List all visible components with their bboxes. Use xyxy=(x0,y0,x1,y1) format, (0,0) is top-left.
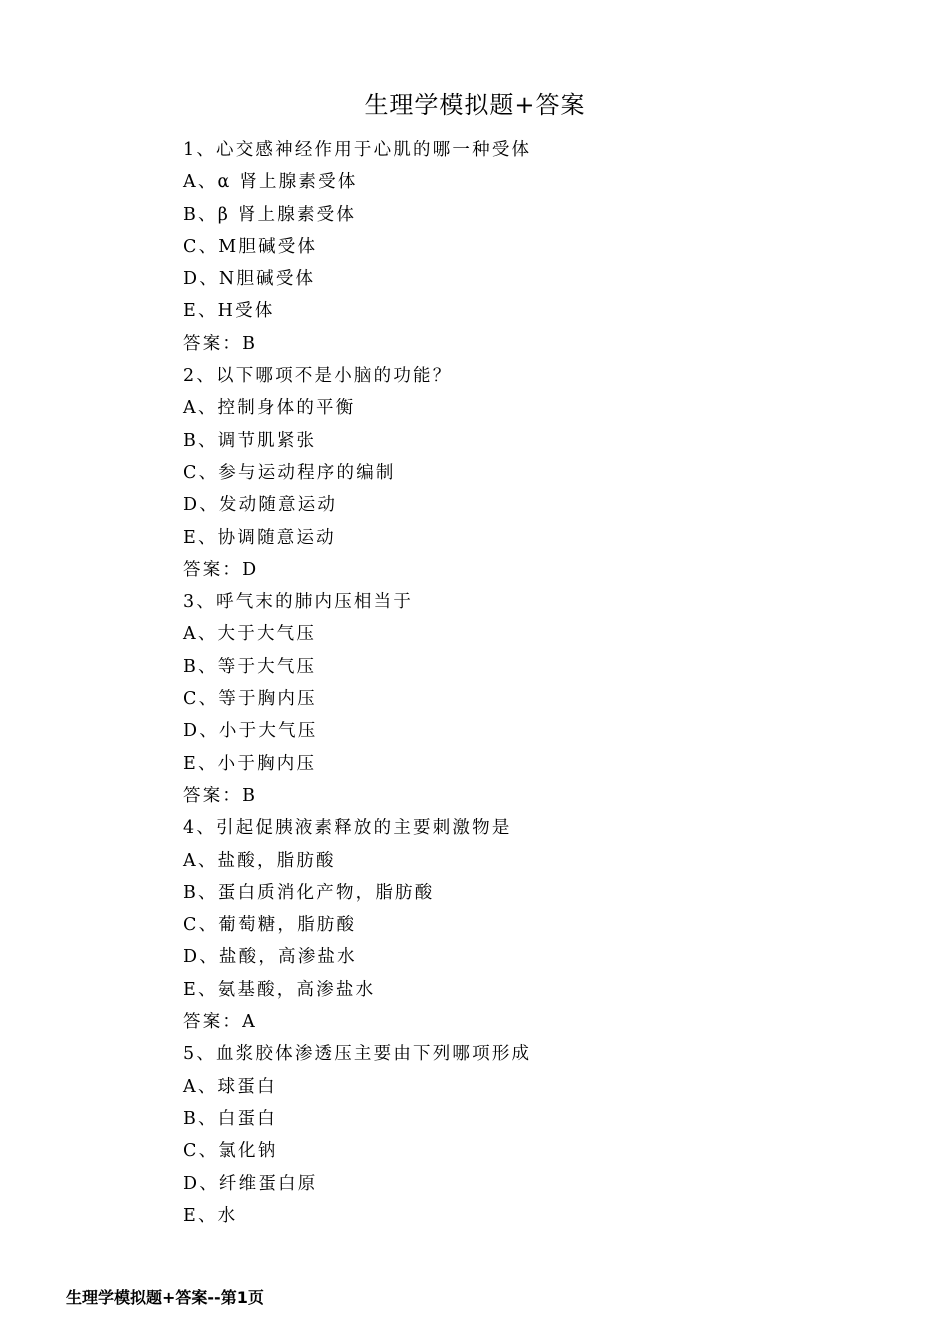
answer-line: 答案：D xyxy=(183,559,259,580)
question-text: 5、血浆胶体渗透压主要由下列哪项形成 xyxy=(183,1044,532,1065)
question-text: 1、心交感神经作用于心肌的哪一种受体 xyxy=(183,140,532,160)
option-e: E、H受体 xyxy=(183,301,275,322)
option-c: C、参与运动程序的编制 xyxy=(183,462,396,483)
answer-line: 答案：B xyxy=(183,785,258,806)
page-footer: 生理学模拟题+答案--第1页 xyxy=(66,1288,264,1307)
option-c: C、氯化钠 xyxy=(183,1141,278,1162)
option-a: A、球蛋白 xyxy=(183,1076,277,1097)
document-title: 生理学模拟题+答案 xyxy=(364,91,586,119)
option-e: E、氨基酸，高渗盐水 xyxy=(183,979,376,1000)
option-d: D、发动随意运动 xyxy=(183,495,338,516)
option-b: B、白蛋白 xyxy=(183,1108,277,1129)
option-d: D、N胆碱受体 xyxy=(183,269,316,290)
option-d: D、小于大气压 xyxy=(183,721,318,742)
option-e: E、协调随意运动 xyxy=(183,527,336,548)
option-d: D、纤维蛋白原 xyxy=(183,1173,318,1194)
option-b: B、等于大气压 xyxy=(183,656,317,677)
option-a: A、α 肾上腺素受体 xyxy=(183,172,358,193)
answer-line: 答案：A xyxy=(183,1012,257,1033)
question-text: 2、以下哪项不是小脑的功能？ xyxy=(183,366,453,387)
option-c: C、等于胸内压 xyxy=(183,689,317,710)
option-a: A、大于大气压 xyxy=(183,624,317,645)
option-b: B、β 肾上腺素受体 xyxy=(183,204,357,225)
option-d: D、盐酸，高渗盐水 xyxy=(183,947,357,968)
question-text: 3、呼气末的肺内压相当于 xyxy=(183,592,414,613)
option-a: A、盐酸，脂肪酸 xyxy=(183,850,336,871)
option-c: C、葡萄糖，脂肪酸 xyxy=(183,915,357,936)
question-text: 4、引起促胰液素释放的主要刺激物是 xyxy=(183,818,512,839)
question-list xyxy=(183,134,883,1232)
option-e: E、水 xyxy=(183,1205,238,1226)
option-a: A、控制身体的平衡 xyxy=(183,398,356,419)
option-c: C、M胆碱受体 xyxy=(183,236,318,257)
option-b: B、调节肌紧张 xyxy=(183,430,317,451)
option-b: B、蛋白质消化产物，脂肪酸 xyxy=(183,882,435,903)
option-e: E、小于胸内压 xyxy=(183,753,317,774)
answer-line: 答案：B xyxy=(183,333,258,354)
